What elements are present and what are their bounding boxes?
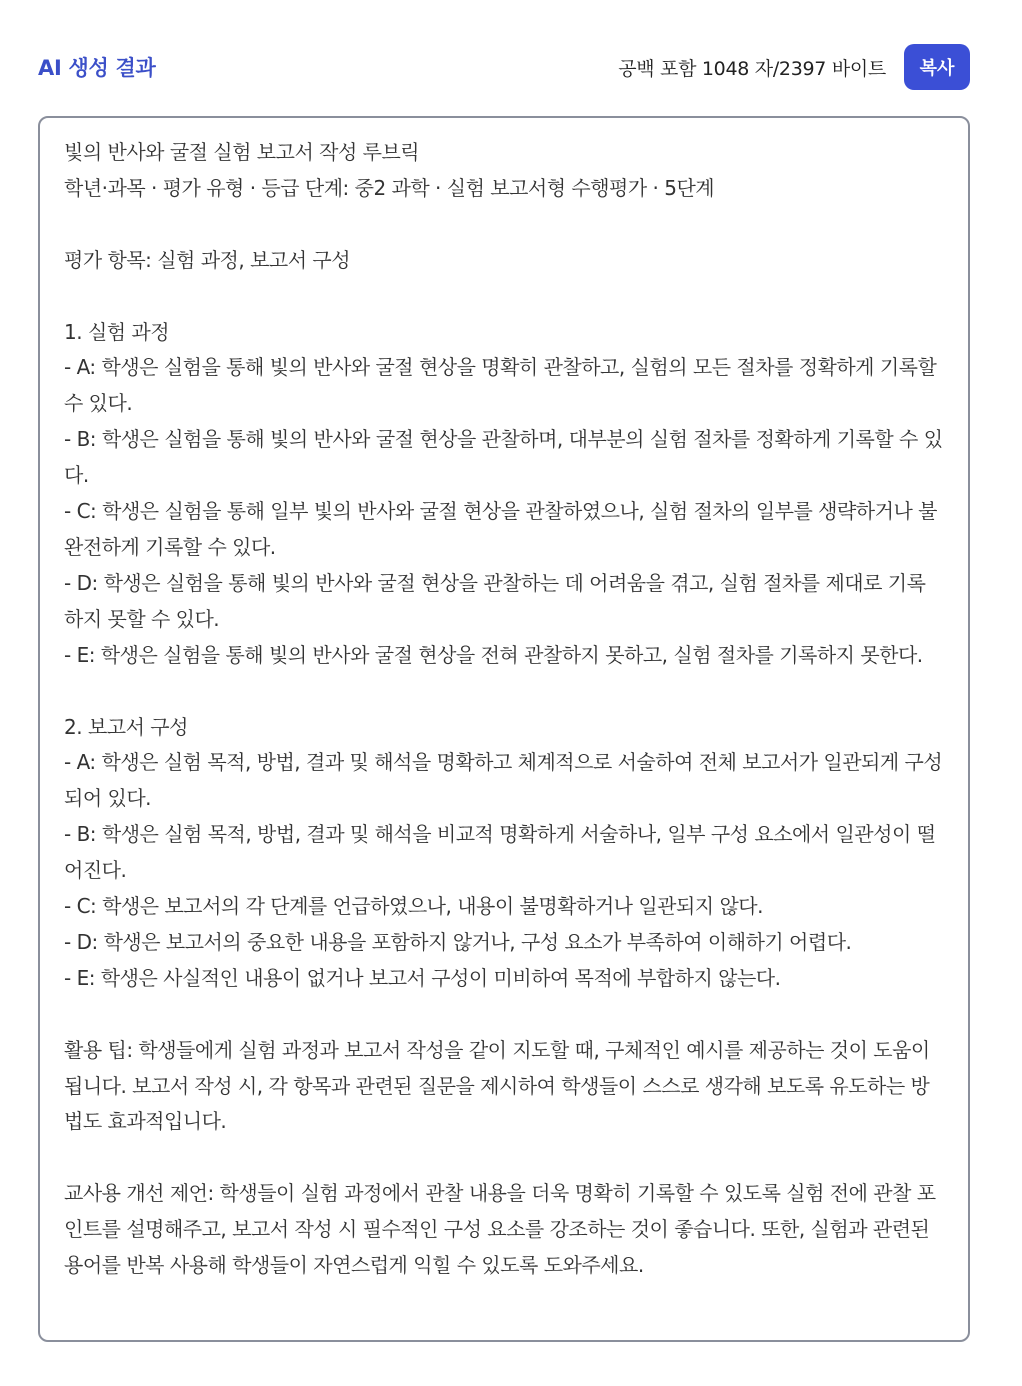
result-header <box>38 44 970 90</box>
result-title: AI 생성 결과 <box>38 56 156 80</box>
character-count: 공백 포함 1048 자/2397 바이트 <box>618 57 886 80</box>
result-text[interactable]: 빛의 반사와 굴절 실험 보고서 작성 루브릭 학년·과목 · 평가 유형 · 등급 단계: 중2 과학 · 실험 보고서형 수행평가 · 5단계 평가 항목: 실험 과정, 보고서 구성 1. 실험 과정 - A: 학생은 실험을 통해 빛의 반사와 굴절 현상을 명확히 관찰하고, 실험의 모든 절차를 정확하게 기록할 수 있다. - B: 학생은 실험을 통해 빛의 반사와 굴절 현상을 관찰하며, 대부분의 실험 절차를 정확하게 기록할 수 있다. - C: 학생은 실험을 통해 일부 빛의 반사와 굴절 현상을 관찰하였으나, 실험 절차의 일부를 생략하거나 불완전하게 기록할 수 있다. - D: 학생은 실험을 통해 빛의 반사와 굴절 현상을 관찰하는 데 어려움을 겪고, 실험 절차를 제대로 기록하지 못할 수 있다. - E: 학생은 실험을 통해 빛의 반사와 굴절 현상을 전혀 관찰하지 못하고, 실험 절차를 기록하지 못한다. 2. 보고서 구성 - A: 학생은 실험 목적, 방법, 결과 및 해석을 명확하고 체계적으로 서술하여 전체 보고서가 일관되게 구성되어 있다. - B: 학생은 실험 목적, 방법, 결과 및 해석을 비교적 명확하게 서술하나, 일부 구성 요소에서 일관성이 떨어진다. - C: 학생은 보고서의 각 단계를 언급하였으나, 내용이 불명확하거나 일관되지 않다. - D: 학생은 보고서의 중요한 내용을 포함하지 않거나, 구성 요소가 부족하여 이해하기 어렵다. - E: 학생은 사실적인 내용이 없거나 보고서 구성이 미비하여 목적에 부합하지 않는다. 활용 팁: 학생들에게 실험 과정과 보고서 작성을 같이 지도할 때, 구체적인 예시를 제공하는 것이 도움이 됩니다. 보고서 작성 시, 각 항목과 관련된 질문을 제시하여 학생들이 스스로 생각해 보도록 유도하는 방법도 효과적입니다. 교사용 개선 제언: 학생들이 실험 과정에서 관찰 내용을 더욱 명확히 기록할 수 있도록 실험 전에 관찰 포인트를 설명해주고, 보고서 작성 시 필수적인 구성 요소를 강조하는 것이 좋습니다. 또한, 실험과 관련된 용어를 반복 사용해 학생들이 자연스럽게 익힐 수 있도록 도와주세요. <box>64 140 943 1278</box>
result-text-box[interactable] <box>38 116 970 1342</box>
copy-button[interactable]: 복사 <box>904 44 970 90</box>
